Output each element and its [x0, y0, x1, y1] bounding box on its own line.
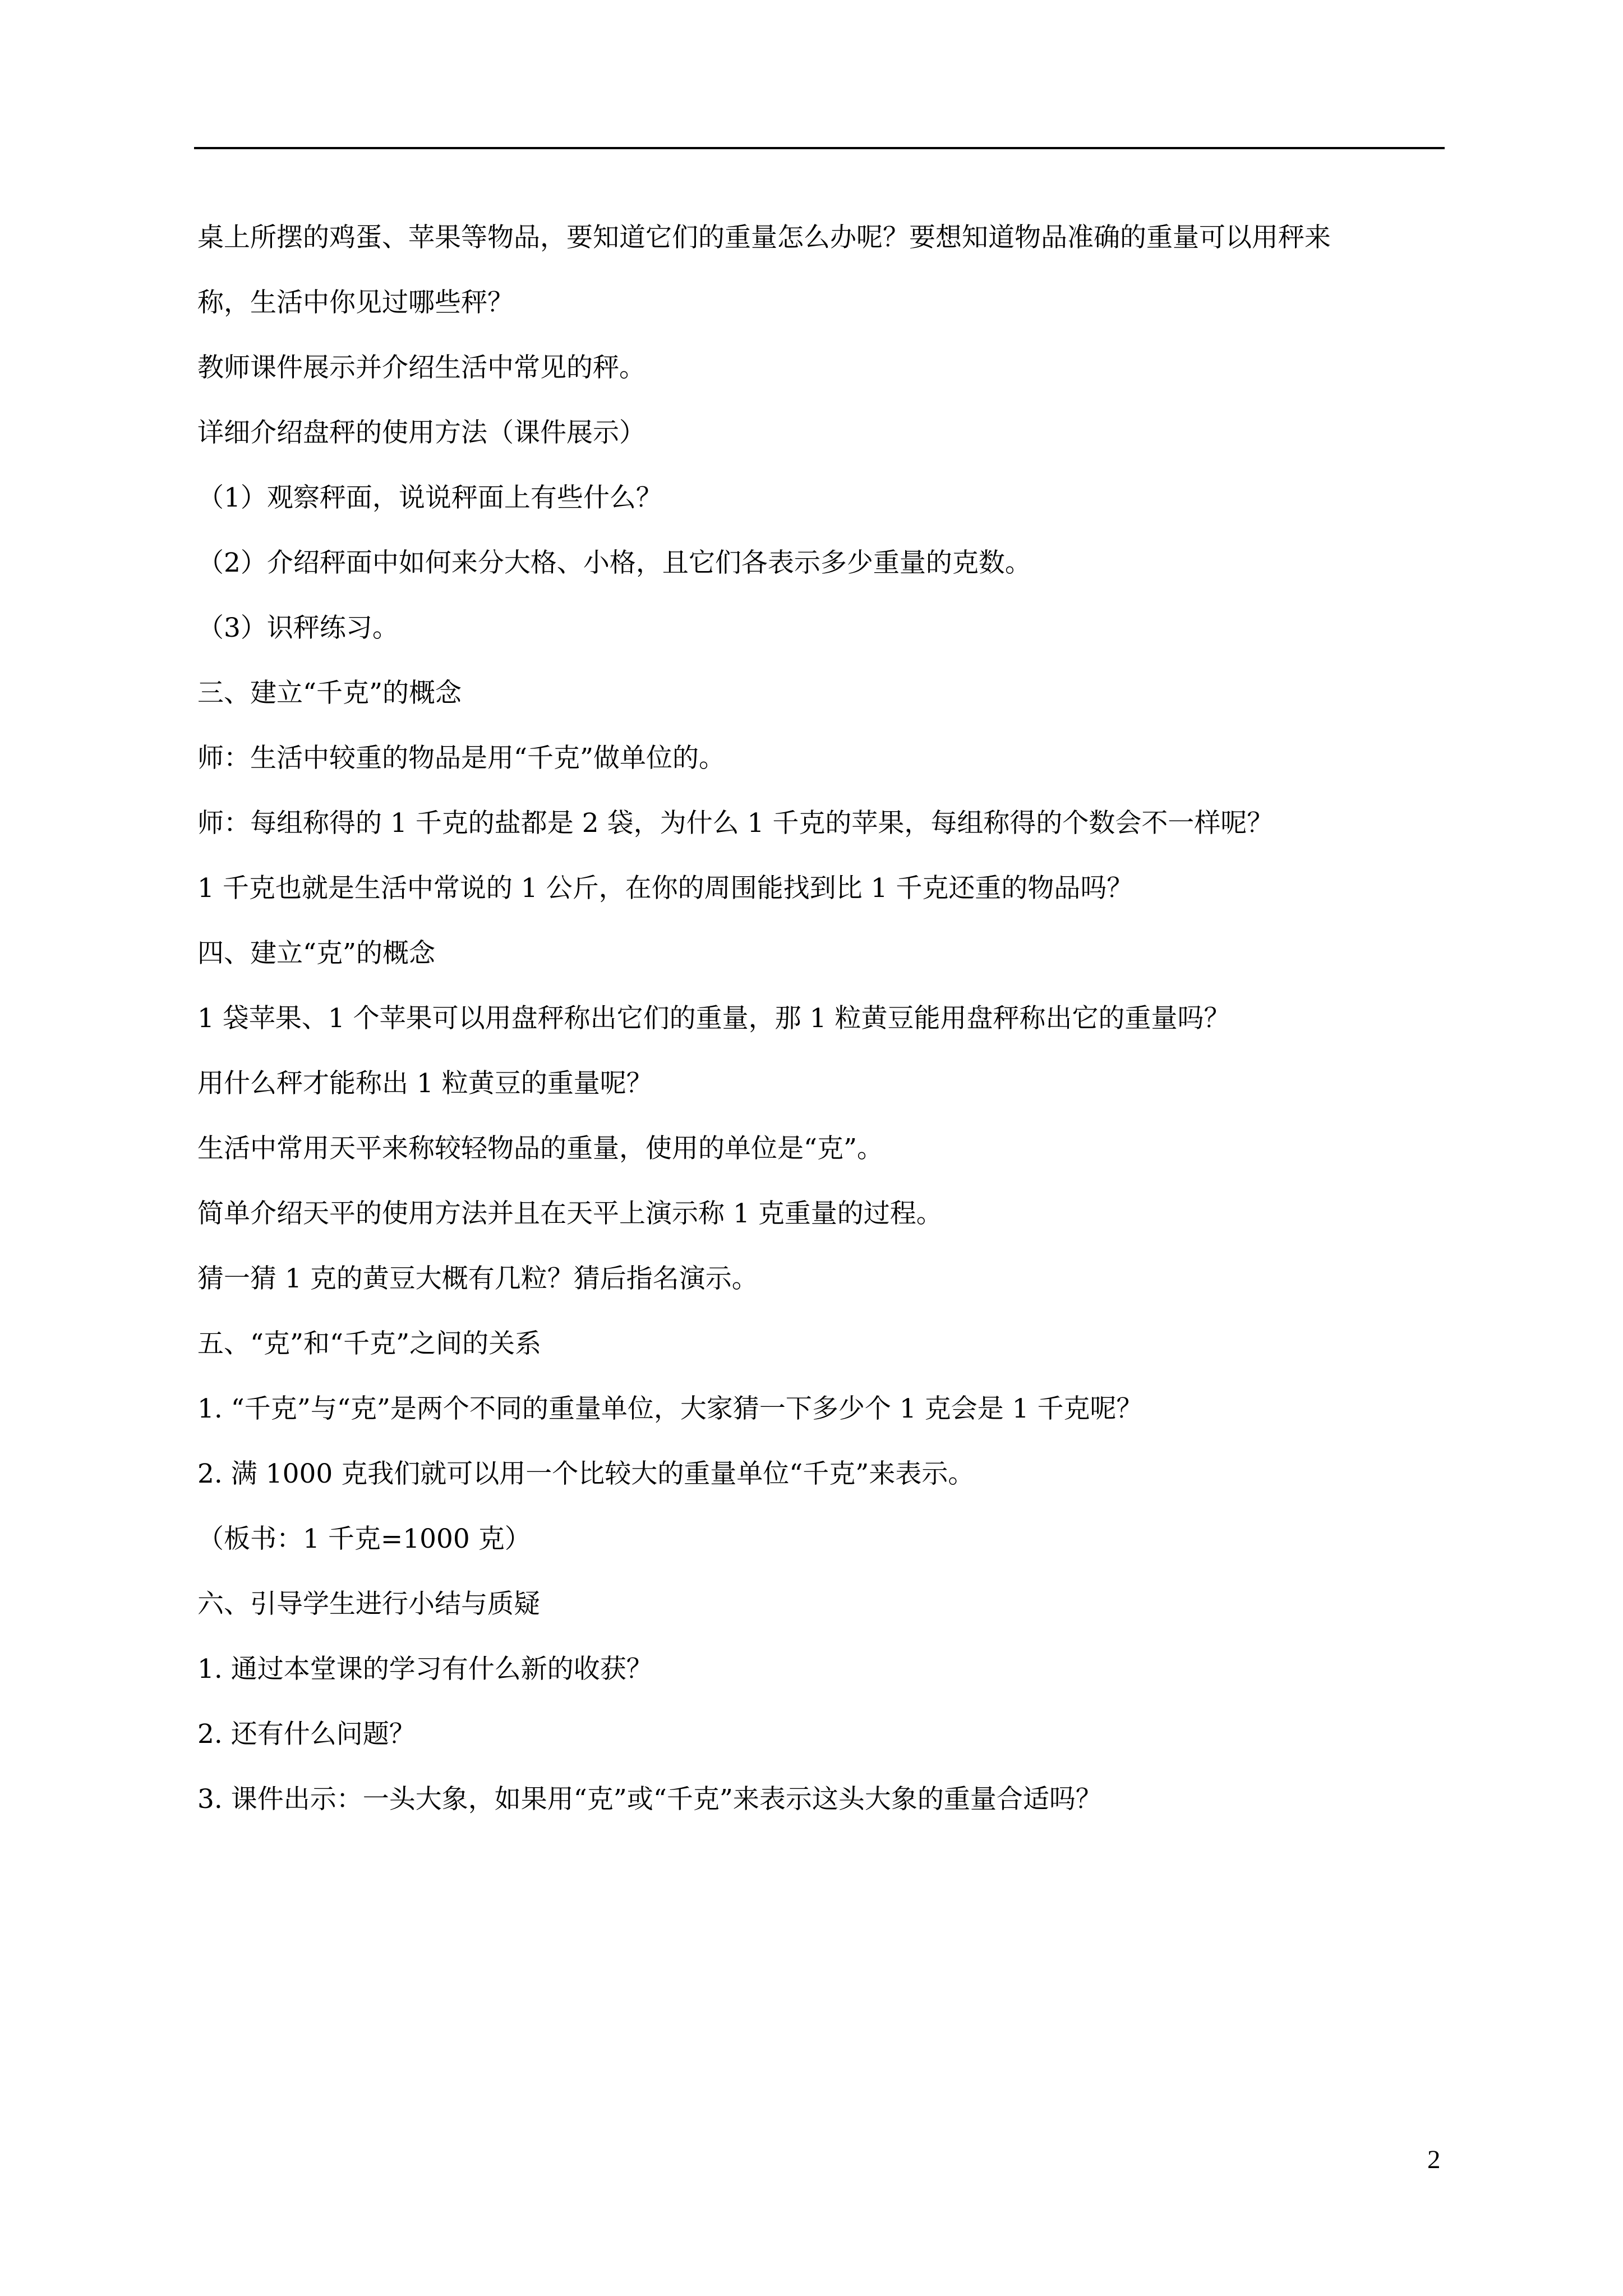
- list-item: 1. 通过本堂课的学习有什么新的收获？: [197, 1654, 653, 1685]
- section-heading: 四、建立“克”的概念: [197, 938, 436, 969]
- text-line: 1 袋苹果、1 个苹果可以用盘秤称出它们的重量，那 1 粒黄豆能用盘秤称出它的重量吗？: [197, 1003, 1230, 1034]
- header-rule: [194, 147, 1445, 149]
- text-line: （1）观察秤面，说说秤面上有些什么？: [197, 482, 662, 513]
- list-item: 2. 还有什么问题？: [197, 1719, 416, 1750]
- section-heading: 五、“克”和“千克”之间的关系: [197, 1328, 542, 1359]
- text-line: 猜一猜 1 克的黄豆大概有几粒？猜后指名演示。: [197, 1263, 758, 1294]
- text-line: 师：生活中较重的物品是用“千克”做单位的。: [197, 743, 726, 774]
- section-heading: 六、引导学生进行小结与质疑: [197, 1589, 540, 1619]
- text-line: （3）识秤练习。: [197, 613, 399, 643]
- text-line: 师：每组称得的 1 千克的盐都是 2 袋，为什么 1 千克的苹果，每组称得的个数会不一样呢？: [197, 808, 1274, 839]
- list-item: 2. 满 1000 克我们就可以用一个比较大的重量单位“千克”来表示。: [197, 1458, 975, 1489]
- list-item: 1. “千克”与“克”是两个不同的重量单位，大家猜一下多少个 1 克会是 1 千克呢？: [197, 1393, 1143, 1424]
- text-line: 用什么秤才能称出 1 粒黄豆的重量呢？: [197, 1068, 653, 1099]
- text-line: 生活中常用天平来称较轻物品的重量，使用的单位是“克”。: [197, 1133, 884, 1164]
- text-line: （2）介绍秤面中如何来分大格、小格，且它们各表示多少重量的克数。: [197, 547, 1031, 578]
- text-line: 详细介绍盘秤的使用方法（课件展示）: [197, 417, 645, 448]
- list-item: 3. 课件出示：一头大象，如果用“克”或“千克”来表示这头大象的重量合适吗？: [197, 1784, 1102, 1815]
- text-line: （板书：1 千克=1000 克）: [197, 1524, 531, 1554]
- text-line: 桌上所摆的鸡蛋、苹果等物品，要知道它们的重量怎么办呢？要想知道物品准确的重量可以用秤来: [197, 222, 1331, 253]
- text-line: 称，生活中你见过哪些秤？: [197, 287, 514, 318]
- text-line: 1 千克也就是生活中常说的 1 公斤，在你的周围能找到比 1 千克还重的物品吗？: [197, 873, 1133, 904]
- text-line: 简单介绍天平的使用方法并且在天平上演示称 1 克重量的过程。: [197, 1198, 943, 1229]
- document-body: [197, 205, 1448, 1832]
- page-number: 2: [1427, 2145, 1441, 2174]
- text-line: 教师课件展示并介绍生活中常见的秤。: [197, 352, 645, 383]
- section-heading: 三、建立“千克”的概念: [197, 678, 462, 708]
